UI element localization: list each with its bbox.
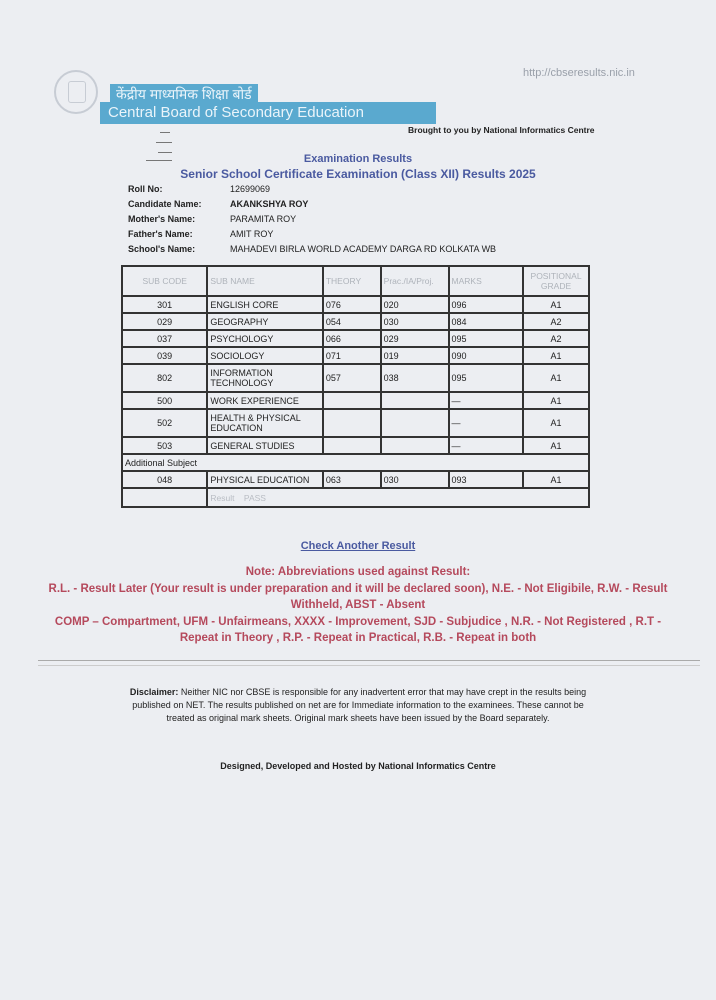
cell-theory bbox=[323, 392, 381, 409]
divider bbox=[38, 660, 700, 661]
result-row bbox=[122, 488, 589, 507]
info-roll-no bbox=[128, 184, 270, 194]
table-header-row bbox=[122, 266, 589, 296]
cell-sub-code: 029 bbox=[122, 313, 207, 330]
cell-grade: A2 bbox=[523, 313, 589, 330]
cell-practical: 020 bbox=[381, 296, 449, 313]
site-url: http://cbseresults.nic.in bbox=[523, 67, 635, 79]
cell-grade: A1 bbox=[523, 296, 589, 313]
info-father-name bbox=[128, 229, 273, 239]
brought-by-text: Brought to you by National Informatics Centre bbox=[408, 125, 595, 135]
cell-theory: 057 bbox=[323, 364, 381, 392]
table-row bbox=[122, 409, 589, 437]
table-row bbox=[122, 471, 589, 488]
result-cell bbox=[207, 488, 589, 507]
cell-sub-name: GEOGRAPHY bbox=[207, 313, 322, 330]
cell-sub-code: 048 bbox=[122, 471, 207, 488]
cell-sub-code: 037 bbox=[122, 330, 207, 347]
cell-theory bbox=[323, 409, 381, 437]
cell-practical bbox=[381, 392, 449, 409]
empty-cell bbox=[122, 488, 207, 507]
decor-dash bbox=[160, 132, 170, 133]
info-value: PARAMITA ROY bbox=[230, 214, 297, 224]
check-another-result-link[interactable]: Check Another Result bbox=[300, 540, 416, 552]
cell-sub-code: 301 bbox=[122, 296, 207, 313]
table-row bbox=[122, 313, 589, 330]
cell-grade: A1 bbox=[523, 409, 589, 437]
cell-sub-name: WORK EXPERIENCE bbox=[207, 392, 322, 409]
additional-subject-label: Additional Subject bbox=[122, 454, 589, 471]
cell-practical: 030 bbox=[381, 313, 449, 330]
info-label: Mother's Name: bbox=[128, 214, 196, 224]
cell-sub-code: 502 bbox=[122, 409, 207, 437]
cell-sub-name: PHYSICAL EDUCATION bbox=[207, 471, 322, 488]
cell-sub-name: PSYCHOLOGY bbox=[207, 330, 322, 347]
note-line-2: COMP – Compartment, UFM - Unfairmeans, XXXX - Improvement, SJD - Subjudice , N.R. - Not Registered , R.T - Repeat in Theory , R.P. - Repeat in Practical, R.B. - Repeat in both bbox=[54, 616, 662, 644]
table-row bbox=[122, 437, 589, 454]
cell-practical bbox=[381, 409, 449, 437]
cell-practical: 029 bbox=[381, 330, 449, 347]
cbse-emblem-icon bbox=[54, 70, 98, 114]
cell-theory bbox=[323, 437, 381, 454]
col-sub-code: SUB CODE bbox=[122, 266, 207, 296]
cell-sub-name: SOCIOLOGY bbox=[207, 347, 322, 364]
cell-marks: — bbox=[449, 392, 524, 409]
cell-marks: 093 bbox=[449, 471, 524, 488]
cell-grade: A1 bbox=[523, 347, 589, 364]
table-row bbox=[122, 392, 589, 409]
cell-sub-name: ENGLISH CORE bbox=[207, 296, 322, 313]
info-value: AMIT ROY bbox=[230, 229, 274, 239]
cell-grade: A1 bbox=[523, 437, 589, 454]
divider bbox=[38, 665, 700, 666]
cell-sub-code: 039 bbox=[122, 347, 207, 364]
cell-theory: 054 bbox=[323, 313, 381, 330]
cell-grade: A1 bbox=[523, 471, 589, 488]
info-label: Father's Name: bbox=[128, 229, 193, 239]
cell-grade: A1 bbox=[523, 392, 589, 409]
info-candidate-name bbox=[128, 199, 308, 209]
info-school-name bbox=[128, 244, 496, 254]
cell-practical: 030 bbox=[381, 471, 449, 488]
exam-subtitle: Senior School Certificate Examination (Class XII) Results 2025 bbox=[180, 167, 536, 181]
cell-theory: 076 bbox=[323, 296, 381, 313]
cell-marks: 095 bbox=[449, 330, 524, 347]
disclaimer-label: Disclaimer: bbox=[129, 687, 179, 697]
cell-grade: A2 bbox=[523, 330, 589, 347]
cell-practical: 038 bbox=[381, 364, 449, 392]
table-row bbox=[122, 296, 589, 313]
cell-sub-name: GENERAL STUDIES bbox=[207, 437, 322, 454]
cell-theory: 063 bbox=[323, 471, 381, 488]
cell-practical: 019 bbox=[381, 347, 449, 364]
designed-by-text: Designed, Developed and Hosted by National Informatics Centre bbox=[220, 761, 496, 771]
info-value: AKANKSHYA ROY bbox=[230, 199, 309, 209]
col-marks: MARKS bbox=[449, 266, 524, 296]
table-row bbox=[122, 347, 589, 364]
disclaimer-text: Neither NIC nor CBSE is responsible for any inadvertent error that may have crept in the results being published on NET. The results published on net are for Immediate information to the examinees. These cannot be treated as original mark sheets. Original mark sheets have been issued by the Board separately. bbox=[132, 687, 587, 723]
table-row bbox=[122, 330, 589, 347]
col-practical: Prac./IA/Proj. bbox=[381, 266, 449, 296]
info-label: Roll No: bbox=[128, 184, 163, 194]
disclaimer bbox=[118, 686, 598, 725]
cell-sub-code: 503 bbox=[122, 437, 207, 454]
note-line-1: R.L. - Result Later (Your result is under preparation and it will be declared soon), N.E. - Not Eligibile, R.W. - Result Withheld, ABST - Absent bbox=[48, 583, 668, 611]
note-heading: Note: Abbreviations used against Result: bbox=[245, 566, 471, 578]
cell-sub-code: 500 bbox=[122, 392, 207, 409]
info-value: MAHADEVI BIRLA WORLD ACADEMY DARGA RD KOLKATA WB bbox=[230, 244, 497, 254]
cell-marks: 084 bbox=[449, 313, 524, 330]
additional-subject-row bbox=[122, 454, 589, 471]
cell-sub-name: INFORMATION TECHNOLOGY bbox=[207, 364, 322, 392]
board-name-hindi: केंद्रीय माध्यमिक शिक्षा बोर्ड bbox=[110, 84, 258, 104]
info-value: 12699069 bbox=[230, 184, 271, 194]
cell-theory: 071 bbox=[323, 347, 381, 364]
marks-table bbox=[121, 265, 590, 508]
col-grade: POSITIONAL GRADE bbox=[523, 266, 589, 296]
table-row bbox=[122, 364, 589, 392]
board-name-english: Central Board of Secondary Education bbox=[100, 102, 436, 124]
cell-marks: 095 bbox=[449, 364, 524, 392]
info-mother-name bbox=[128, 214, 296, 224]
cell-marks: — bbox=[449, 409, 524, 437]
cell-sub-code: 802 bbox=[122, 364, 207, 392]
cell-marks: 096 bbox=[449, 296, 524, 313]
cell-sub-name: HEALTH & PHYSICAL EDUCATION bbox=[207, 409, 322, 437]
info-label: School's Name: bbox=[128, 244, 196, 254]
cell-practical bbox=[381, 437, 449, 454]
cell-theory: 066 bbox=[323, 330, 381, 347]
cell-marks: — bbox=[449, 437, 524, 454]
info-label: Candidate Name: bbox=[128, 199, 202, 209]
cell-marks: 090 bbox=[449, 347, 524, 364]
cell-grade: A1 bbox=[523, 364, 589, 392]
col-theory: THEORY bbox=[323, 266, 381, 296]
col-sub-name: SUB NAME bbox=[207, 266, 322, 296]
result-value: PASS bbox=[243, 492, 266, 503]
result-label: Result bbox=[210, 492, 235, 503]
decor-dash bbox=[156, 142, 172, 143]
exam-results-title: Examination Results bbox=[303, 153, 413, 165]
